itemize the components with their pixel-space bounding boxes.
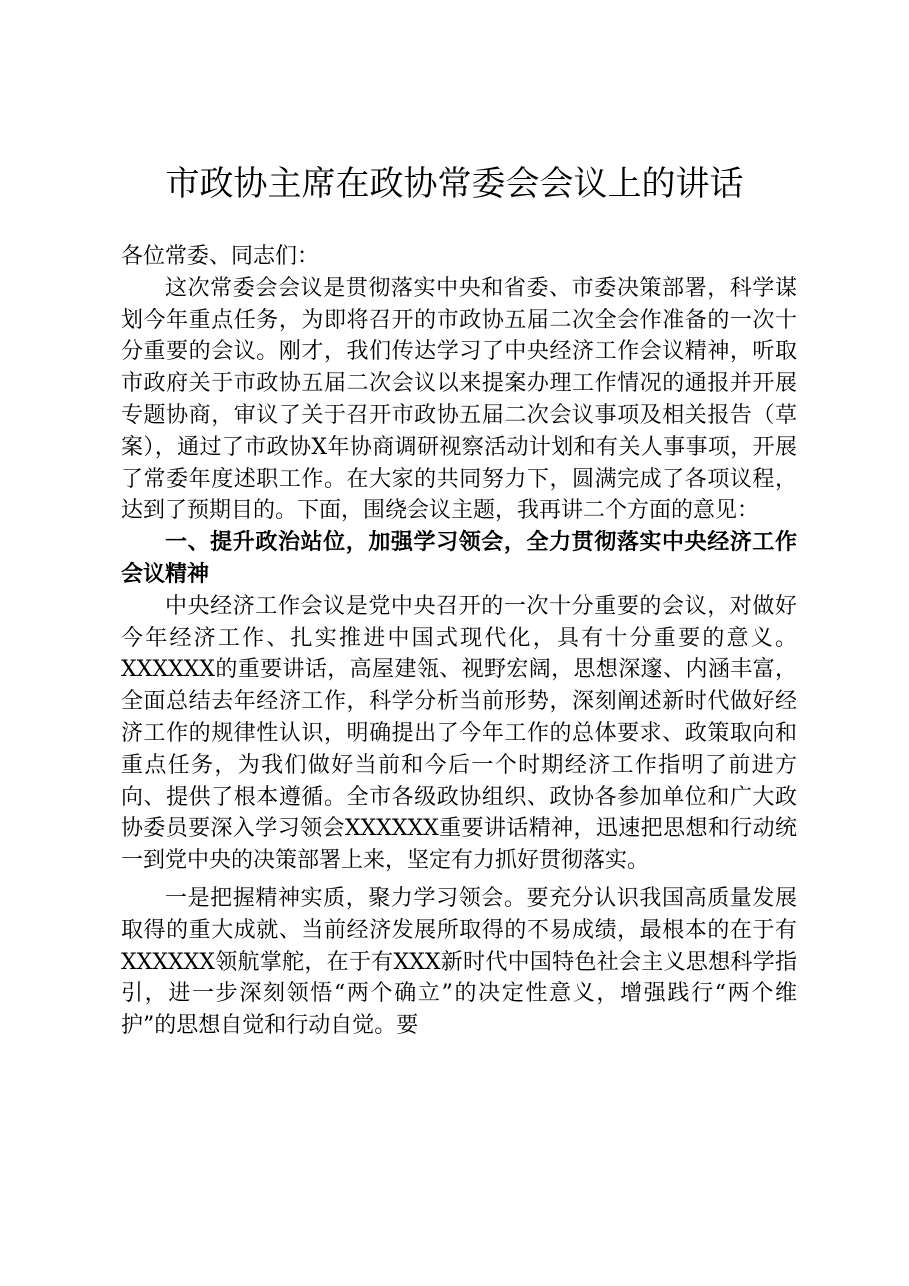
paragraph-point-1: 一是把握精神实质，聚力学习领会。要充分认识我国高质量发展取得的重大成就、当前经济发展所取得的不易成绩，最根本的在于有XXXXXX领航掌舵，在于有XXX新时代中国特色社会主义思想科学指引，进一步深刻领悟“两个确立”的决定性意义，增强践行“两个维护”的思想自觉和行动自觉。要	[121, 885, 797, 1039]
section-heading-1: 一、提升政治站位，加强学习领会，全力贯彻落实中央经济工作会议精神	[121, 530, 797, 587]
paragraph-section-1: 中央经济工作会议是党中央召开的一次十分重要的会议，对做好今年经济工作、扎实推进中国式现代化，具有十分重要的意义。XXXXXX的重要讲话，高屋建瓴、视野宏阔，思想深邃、内涵丰富，全面总结去年经济工作，科学分析当前形势，深刻阐述新时代做好经济工作的规律性认识，明确提出了今年工作的总体要求、政策取向和重点任务，为我们做好当前和今后一个时期经济工作指明了前进方向、提供了根本遵循。全市各级政协组织、政协各参加单位和广大政协委员要深入学习领会XXXXXX重要讲话精神，迅速把思想和行动统一到党中央的决策部署上来，坚定有力抓好贯彻落实。	[121, 593, 797, 874]
document-title: 市政协主席在政协常委会会议上的讲话	[165, 164, 744, 204]
paragraph-intro: 这次常委会会议是贯彻落实中央和省委、市委决策部署，科学谋划今年重点任务，为即将召开的市政协五届二次全会作准备的一次十分重要的会议。刚才，我们传达学习了中央经济工作会议精神，听取市政府关于市政协五届二次会议以来提案办理工作情况的通报并开展专题协商，审议了关于召开市政协五届二次会议事项及相关报告（草案），通过了市政协X年协商调研视察活动计划和有关人事事项，开展了常委年度述职工作。在大家的共同努力下，圆满完成了各项议程，达到了预期目的。下面，围绕会议主题，我再讲二个方面的意见：	[121, 275, 797, 524]
salutation: 各位常委、同志们：	[121, 244, 320, 269]
document-body	[121, 241, 797, 1042]
